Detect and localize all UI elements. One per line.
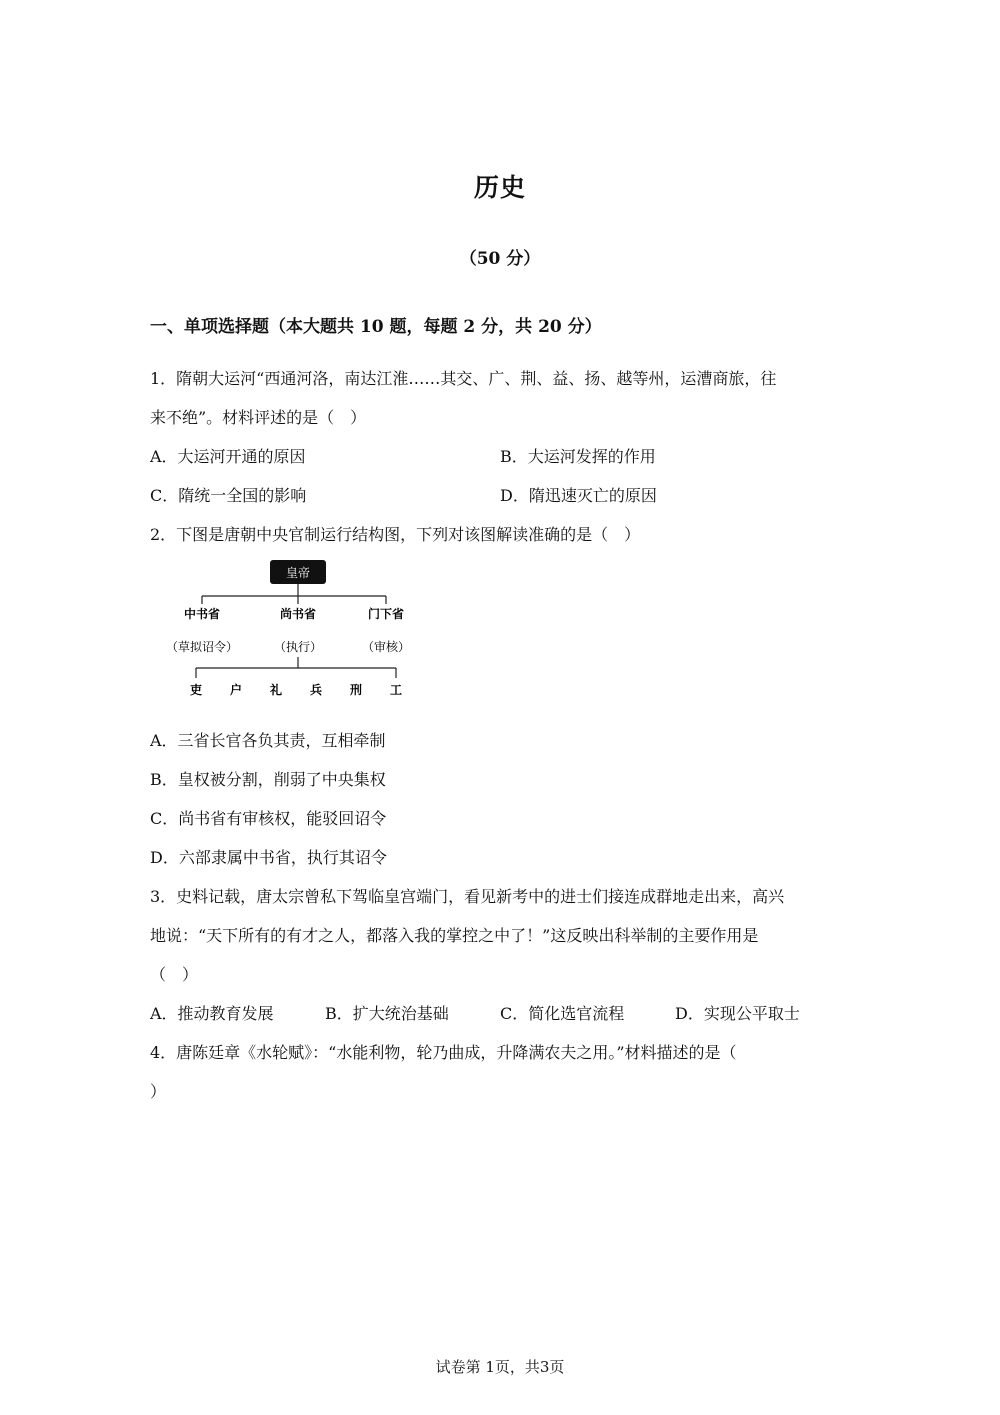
- section-heading: 一、单项选择题（本大题共 10 题，每题 2 分，共 20 分）: [150, 317, 602, 337]
- ministry-xing: 刑: [349, 683, 363, 697]
- q3-stem-line3: （ ）: [150, 965, 199, 984]
- q2-option-b[interactable]: B．皇权被分割，削弱了中央集权: [150, 770, 386, 789]
- q2-option-c[interactable]: C．尚书省有审核权，能驳回诏令: [150, 809, 387, 828]
- total-score: （50 分）: [459, 249, 541, 269]
- ministry-hu: 户: [229, 683, 243, 697]
- q3-option-a[interactable]: A．推动教育发展: [150, 1004, 274, 1023]
- q1-option-d[interactable]: D．隋迅速灭亡的原因: [500, 486, 657, 505]
- q3-option-d[interactable]: D．实现公平取士: [675, 1004, 800, 1023]
- q4-stem-line1: 4．唐陈廷章《水轮赋》：“水能利物，轮乃曲成，升降满农夫之用。”材料描述的是（: [150, 1043, 737, 1062]
- q1-option-a[interactable]: A．大运河开通的原因: [150, 447, 306, 466]
- province-shangshu: 尚书省: [279, 607, 317, 621]
- q4-stem-line2: ）: [150, 1082, 167, 1101]
- page-footer: 试卷第 1页，共3页: [435, 1358, 565, 1376]
- ministry-bing: 兵: [309, 683, 323, 697]
- q1-option-b[interactable]: B．大运河发挥的作用: [500, 447, 656, 466]
- province-menxia: 门下省: [367, 607, 405, 621]
- ministry-li-personnel: 吏: [189, 683, 203, 697]
- ministry-li-rites: 礼: [269, 683, 283, 697]
- role-shangshu: （执行）: [273, 640, 323, 654]
- role-zhongshu: （草拟诏令）: [165, 640, 239, 654]
- q3-stem-line2: 地说：“天下所有的有才之人，都落入我的掌控之中了！”这反映出科举制的主要作用是: [150, 926, 759, 945]
- q3-option-c[interactable]: C．简化选官流程: [500, 1004, 625, 1023]
- q3-option-b[interactable]: B．扩大统治基础: [325, 1004, 449, 1023]
- province-zhongshu: 中书省: [183, 607, 221, 621]
- q1-stem-line2: 来不绝”。材料评述的是（ ）: [150, 408, 367, 427]
- emperor-label: 皇帝: [285, 566, 311, 580]
- ministry-gong: 工: [389, 683, 403, 697]
- q1-stem-line1: 1．隋朝大运河“西通河洛，南达江淮……其交、广、荆、益、扬、越等州，运漕商旅，往: [150, 369, 777, 388]
- q1-option-c[interactable]: C．隋统一全国的影响: [150, 486, 307, 505]
- q2-stem: 2．下图是唐朝中央官制运行结构图，下列对该图解读准确的是（ ）: [150, 525, 641, 544]
- q2-option-a[interactable]: A．三省长官各负其责，互相牵制: [150, 731, 386, 750]
- q2-option-d[interactable]: D．六部隶属中书省，执行其诏令: [150, 848, 387, 867]
- page-title: 历史: [473, 173, 526, 202]
- role-menxia: （审核）: [361, 640, 411, 654]
- tang-official-system-diagram: [160, 558, 440, 703]
- q3-stem-line1: 3．史料记载，唐太宗曾私下驾临皇宫端门，看见新考中的进士们接连成群地走出来，高兴: [150, 887, 785, 906]
